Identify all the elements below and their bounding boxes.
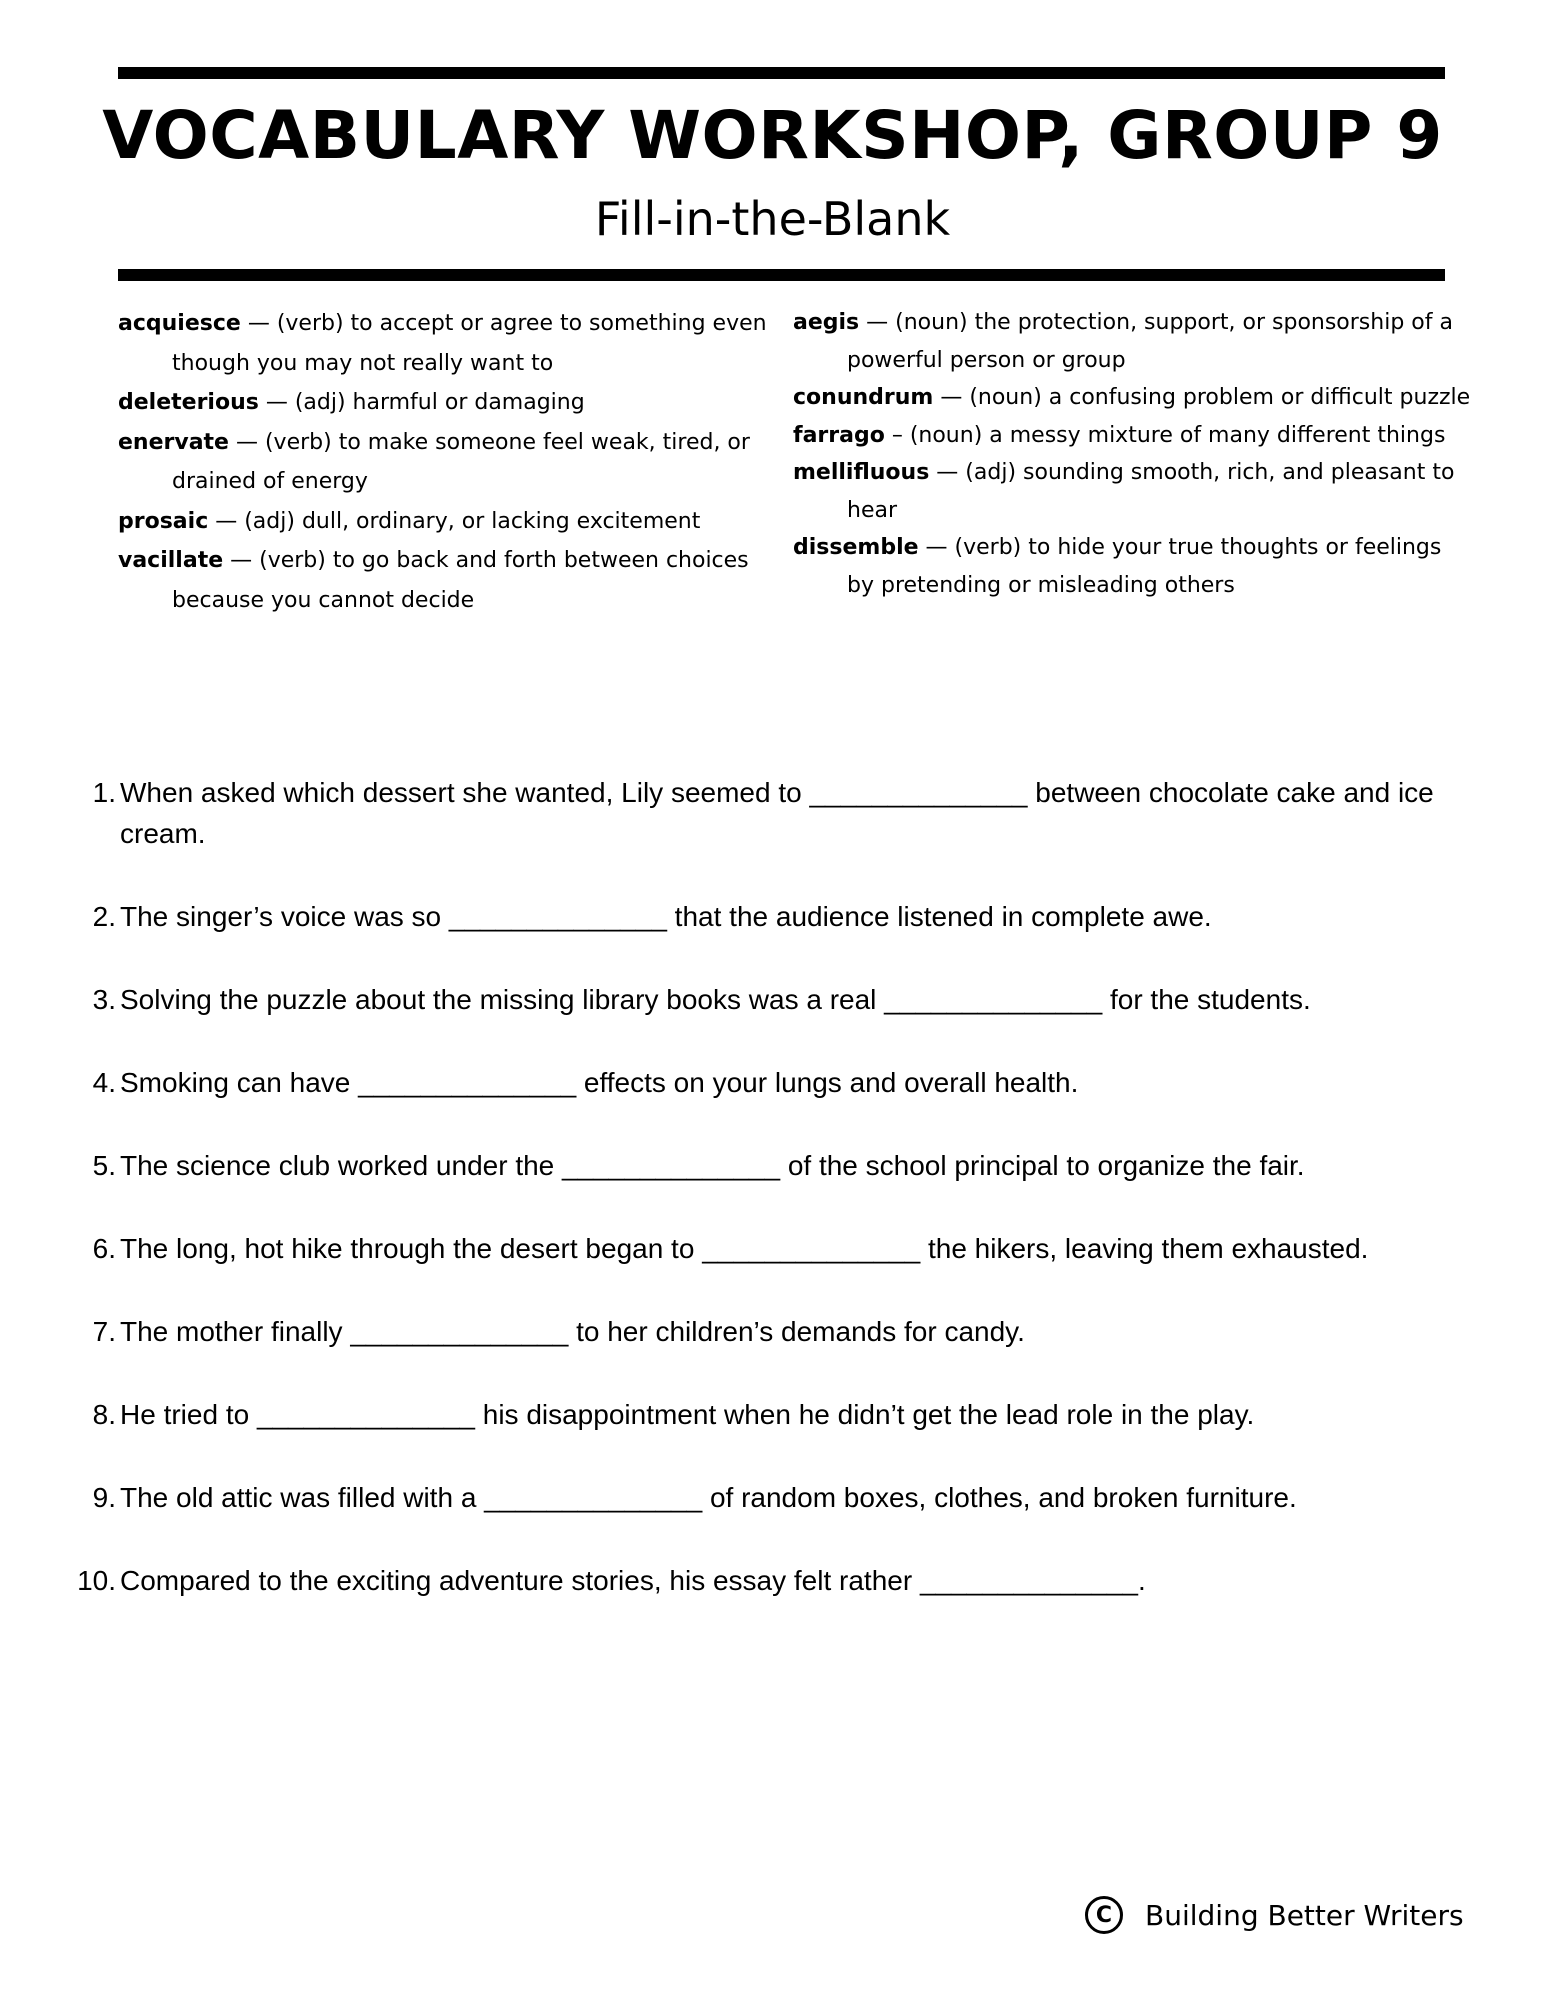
- question-item: [60, 1062, 1460, 1103]
- word-definition: — (adj) harmful or damaging: [258, 390, 585, 415]
- word-entry: [118, 304, 768, 383]
- copyright-icon: C: [1085, 1896, 1123, 1934]
- question-number: 3.: [92, 984, 116, 1015]
- word-definition: — (verb) to make someone feel weak, tired, or drained of energy: [172, 429, 750, 494]
- question-text: The mother finally ______________ to her children’s demands for candy.: [120, 1316, 1025, 1347]
- question-text: The science club worked under the ______________ of the school principal to organize the fair.: [120, 1150, 1305, 1181]
- word-entry: [793, 454, 1473, 529]
- question-number: 1.: [92, 777, 116, 808]
- word-definition: — (verb) to hide your true thoughts or feelings by pretending or misleading others: [847, 535, 1442, 598]
- word-entry: [793, 417, 1473, 455]
- question-number: 9.: [92, 1482, 116, 1513]
- word-definition: — (adj) sounding smooth, rich, and pleasant to hear: [847, 460, 1455, 523]
- question-item: [60, 1394, 1460, 1435]
- word-definition: — (verb) to go back and forth between choices because you cannot decide: [172, 548, 749, 613]
- word-term: mellifluous: [793, 460, 930, 485]
- word-entry: [793, 304, 1473, 379]
- word-term: aegis: [793, 310, 860, 335]
- word-entry: [793, 379, 1473, 417]
- question-text: The singer’s voice was so ______________ that the audience listened in complete awe.: [120, 901, 1212, 932]
- question-item: [60, 1560, 1460, 1601]
- footer-text: Building Better Writers: [1145, 1898, 1464, 1932]
- word-definition: – (noun) a messy mixture of many different things: [884, 422, 1446, 448]
- page-title: VOCABULARY WORKSHOP, GROUP 9: [102, 97, 1443, 174]
- word-definition: — (noun) the protection, support, or sponsorship of a powerful person or group: [847, 310, 1453, 373]
- word-bank-left-column: [118, 304, 768, 620]
- word-term: enervate: [118, 429, 229, 455]
- question-text: When asked which dessert she wanted, Lily seemed to ______________ between chocolate cake and ice cream.: [120, 777, 1434, 849]
- word-entry: [118, 423, 768, 502]
- word-term: vacillate: [118, 548, 224, 573]
- footer-credit: [1085, 1890, 1464, 1940]
- question-number: 2.: [92, 901, 116, 932]
- question-item: [60, 1145, 1460, 1186]
- page-subtitle: Fill-in-the-Blank: [594, 192, 951, 246]
- question-number: 4.: [92, 1067, 116, 1098]
- word-entry: [118, 502, 768, 542]
- question-number: 6.: [92, 1233, 116, 1264]
- question-number: 7.: [92, 1316, 116, 1347]
- question-text: Compared to the exciting adventure stories, his essay felt rather ______________.: [120, 1565, 1146, 1596]
- question-text: Solving the puzzle about the missing library books was a real ______________ for the students.: [120, 984, 1311, 1015]
- question-number: 10.: [77, 1565, 116, 1596]
- question-text: Smoking can have ______________ effects on your lungs and overall health.: [120, 1067, 1079, 1098]
- word-term: acquiesce: [118, 311, 241, 336]
- bottom-divider: [118, 269, 1445, 281]
- word-term: farrago: [793, 422, 885, 448]
- question-text: He tried to ______________ his disappointment when he didn’t get the lead role in the play.: [120, 1399, 1255, 1430]
- word-term: prosaic: [118, 508, 209, 534]
- word-term: conundrum: [793, 385, 934, 410]
- question-item: [60, 896, 1460, 937]
- question-item: [60, 1311, 1460, 1352]
- question-item: [60, 1228, 1460, 1269]
- question-text: The old attic was filled with a ______________ of random boxes, clothes, and broken furniture.: [120, 1482, 1297, 1513]
- question-list: [60, 772, 1460, 1643]
- question-text: The long, hot hike through the desert began to ______________ the hikers, leaving them exhausted.: [120, 1233, 1369, 1264]
- word-definition: — (verb) to accept or agree to something even though you may not really want to: [172, 311, 767, 376]
- question-item: [60, 1477, 1460, 1518]
- word-definition: — (noun) a confusing problem or difficult puzzle: [933, 385, 1471, 410]
- word-entry: [793, 529, 1473, 604]
- word-entry: [118, 541, 768, 620]
- word-entry: [118, 383, 768, 423]
- question-number: 5.: [92, 1150, 116, 1181]
- word-term: dissemble: [793, 535, 919, 560]
- question-item: [60, 772, 1460, 854]
- word-definition: — (adj) dull, ordinary, or lacking excitement: [208, 508, 701, 534]
- top-divider: [118, 67, 1445, 79]
- question-number: 8.: [92, 1399, 116, 1430]
- word-term: deleterious: [118, 390, 259, 415]
- question-item: [60, 979, 1460, 1020]
- word-bank-right-column: [793, 304, 1473, 604]
